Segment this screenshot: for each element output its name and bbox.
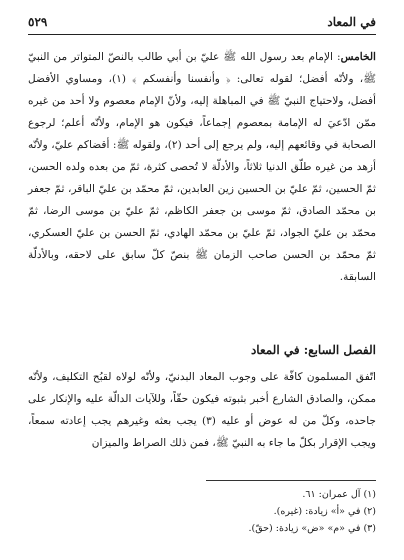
page-header	[28, 12, 376, 32]
paragraph-resurrection: اتّفق المسلمون كافّة على وجوب المعاد البدنيّ، ولأنّه لولاه لقبُح التكليف، ولأنّه ممكن، والصادق الشارع أخبر بثبوته فيكون حقّاً، وللآيات الدالّة عليه والإنكار على جاحده، وكلّ من له عوض أو عليه (٣) يجب بعثه وغيرهم يجب إعادته سمعاً، ويجب الإقرار بكلّ ما جاء به النبيّ ﷺ، فمن ذلك الصراط والميزان	[28, 371, 376, 449]
page-number: ٥٢٩	[28, 15, 48, 29]
footnote-rule	[206, 480, 376, 481]
footnotes	[28, 486, 376, 537]
footnote: (١) آل عمران: ٦١.	[302, 489, 376, 500]
footnote: (٢) في «أ» زيادة: (غيره).	[273, 506, 376, 517]
running-title: في المعاد	[327, 15, 376, 29]
header-rule	[28, 34, 376, 35]
footnote: (٣) في «م» «ض» زيادة: (حقّ).	[248, 523, 376, 534]
paragraph-body: : الإمام بعد رسول الله ﷺ عليّ بن أبي طالب بالنصّ المتواتر من النبيّ ﷺ، ولأنّه أفضل؛ لقوله تعالى: ﴿ وأنفسنا وأنفسكم ﴾ (١)، ومساوي الأفضل أفضل، ولاحتياج النبيّ ﷺ في المباهلة إليه، ولأنّ الإمام معصوم ولا أحد من غيره ممّن ادّعيَ له الإمامة بمعصوم إجماعاً، فيكون هو الإمام، ولأنّه أعلم؛ لرجوع الصحابة في وقائعهم إليه، ولم يرجع إلى أحد (٢)، ولقوله ﷺ: أقضاكم عليّ، ولأنّه أزهد من غيره طلّق الدنيا ثلاثاً، والأدلّة لا تُحصى كثرة، ثمّ من بعده ولده الحسن، ثمّ الحسين، ثمّ عليّ بن الحسين زين العابدين، ثمّ محمّد بن عليّ الباقر، ثمّ جعفر بن محمّد الصادق، ثمّ موسى بن جعفر الكاظم، ثمّ عليّ بن موسى الرضا، ثمّ محمّد بن عليّ الجواد، ثمّ عليّ بن محمّد الهادي، ثمّ الحسن بن عليّ العسكري، ثمّ محمّد بن الحسن صاحب الزمان ﷺ بنصّ كلّ سابق على لاحقه، وبالأدلّة السابقة.	[28, 51, 376, 283]
section-title: الفصل السابع: في المعاد	[250, 343, 376, 357]
paragraph-lead: الخامس	[340, 51, 376, 63]
paragraph-imamate	[28, 46, 376, 288]
